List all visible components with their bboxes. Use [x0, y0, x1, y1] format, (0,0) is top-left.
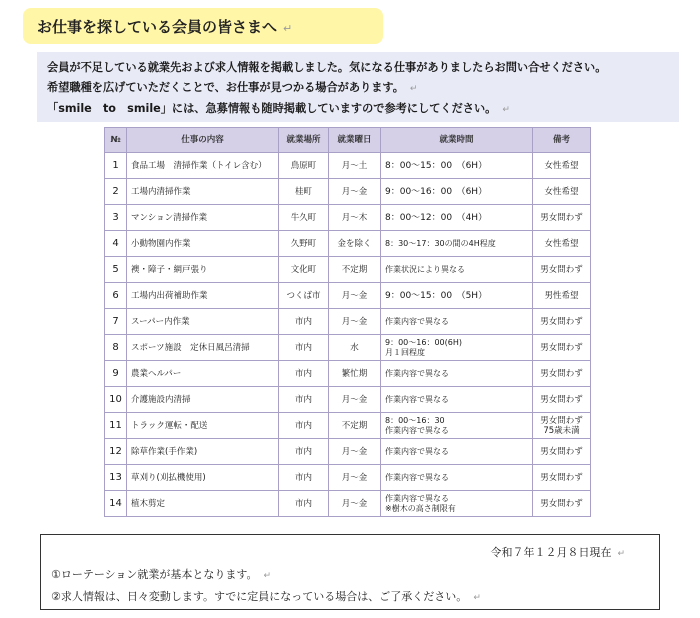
- row-note: 男女問わず: [533, 335, 591, 361]
- row-place: 市内: [279, 439, 329, 465]
- row-job: 植木剪定: [127, 491, 279, 517]
- row-job: 草刈り(刈払機使用): [127, 465, 279, 491]
- row-place: 久野町: [279, 231, 329, 257]
- row-days: 月～金: [329, 491, 381, 517]
- header-place: 就業場所: [279, 128, 329, 153]
- row-job: 小動物園内作業: [127, 231, 279, 257]
- header-job: 仕事の内容: [127, 128, 279, 153]
- table-row: [105, 387, 591, 413]
- table-row: [105, 335, 591, 361]
- table-row: [105, 179, 591, 205]
- row-note: 男女問わず: [533, 205, 591, 231]
- return-mark-icon: ↵: [263, 571, 272, 581]
- row-job: 襖・障子・網戸張り: [127, 257, 279, 283]
- note-rotation: ①ローテーション就業が基本となります。 ↵: [51, 568, 272, 581]
- row-note: 女性希望: [533, 179, 591, 205]
- row-place: 牛久町: [279, 205, 329, 231]
- row-days: 月～金: [329, 283, 381, 309]
- table-header-row: [105, 128, 591, 153]
- row-time: 作業内容で異なる: [381, 439, 533, 465]
- return-mark-icon: ↵: [283, 22, 293, 35]
- row-days: 金を除く: [329, 231, 381, 257]
- page-title: お仕事を探している会員の皆さまへ: [37, 18, 278, 36]
- row-note: 男性希望: [533, 283, 591, 309]
- row-days: 月～土: [329, 153, 381, 179]
- row-time: 作業内容で異なる: [381, 387, 533, 413]
- return-mark-icon: ↵: [473, 593, 481, 603]
- row-place: 市内: [279, 361, 329, 387]
- table-row: [105, 439, 591, 465]
- row-note: 男女問わず: [533, 387, 591, 413]
- row-no: 2: [105, 179, 127, 205]
- row-days: 月～金: [329, 387, 381, 413]
- table-row: [105, 491, 591, 517]
- row-no: 11: [105, 413, 127, 439]
- row-job: 農業ヘルパー: [127, 361, 279, 387]
- row-place: 市内: [279, 491, 329, 517]
- row-note: 男女問わず: [533, 465, 591, 491]
- row-job: スーパー内作業: [127, 309, 279, 335]
- row-time: 作業状況により異なる: [381, 257, 533, 283]
- row-note: 男女問わず: [533, 257, 591, 283]
- intro-line-3: 「smile to smile」には、急募情報も随時掲載していますので参考にしてください。 ↵: [47, 102, 510, 115]
- table-row: [105, 413, 591, 439]
- row-no: 7: [105, 309, 127, 335]
- return-mark-icon: ↵: [617, 549, 625, 559]
- row-days: 月～金: [329, 179, 381, 205]
- header-time: 就業時間: [381, 128, 533, 153]
- row-note: 女性希望: [533, 231, 591, 257]
- row-days: 月～金: [329, 309, 381, 335]
- table-row: [105, 153, 591, 179]
- row-time: 作業内容で異なる: [381, 309, 533, 335]
- header-note: 備考: [533, 128, 591, 153]
- row-place: 市内: [279, 335, 329, 361]
- row-place: 市内: [279, 413, 329, 439]
- row-no: 4: [105, 231, 127, 257]
- table-row: [105, 309, 591, 335]
- header-days: 就業曜日: [329, 128, 381, 153]
- table-row: [105, 465, 591, 491]
- row-place: 鳥原町: [279, 153, 329, 179]
- row-days: 月～木: [329, 205, 381, 231]
- row-time: 8：00～16：30 作業内容で異なる: [381, 413, 533, 439]
- table-row: [105, 231, 591, 257]
- note-availability: ②求人情報は、日々変動します。すでに定員になっている場合は、ご了承ください。 ↵: [51, 590, 481, 603]
- table-row: [105, 361, 591, 387]
- row-time: 作業内容で異なる ※樹木の高さ制限有: [381, 491, 533, 517]
- row-place: 桂町: [279, 179, 329, 205]
- header-no: №: [105, 128, 127, 153]
- table-row: [105, 205, 591, 231]
- return-mark-icon: ↵: [502, 105, 510, 115]
- page-title-banner: [23, 8, 383, 44]
- row-no: 5: [105, 257, 127, 283]
- row-job: 工場内出荷補助作業: [127, 283, 279, 309]
- row-no: 3: [105, 205, 127, 231]
- row-no: 6: [105, 283, 127, 309]
- row-note: 男女問わず 75歳未満: [533, 413, 591, 439]
- row-days: 月～金: [329, 465, 381, 491]
- table-row: [105, 257, 591, 283]
- intro-box: [37, 52, 679, 122]
- intro-line-2: 希望職種を広げていただくことで、お仕事が見つかる場合があります。 ↵: [47, 81, 418, 94]
- row-days: 月～金: [329, 439, 381, 465]
- row-job: 介護施設内清掃: [127, 387, 279, 413]
- row-days: 不定期: [329, 413, 381, 439]
- row-note: 男女問わず: [533, 361, 591, 387]
- notes-box: [40, 534, 660, 610]
- row-days: 不定期: [329, 257, 381, 283]
- row-no: 9: [105, 361, 127, 387]
- row-place: つくば市: [279, 283, 329, 309]
- table-row: [105, 283, 591, 309]
- row-job: トラック運転・配送: [127, 413, 279, 439]
- row-note: 女性希望: [533, 153, 591, 179]
- row-time: 作業内容で異なる: [381, 361, 533, 387]
- row-no: 13: [105, 465, 127, 491]
- row-no: 14: [105, 491, 127, 517]
- row-place: 市内: [279, 309, 329, 335]
- row-place: 市内: [279, 387, 329, 413]
- row-time: 作業内容で異なる: [381, 465, 533, 491]
- row-job: 食品工場 清掃作業（トイレ含む）: [127, 153, 279, 179]
- row-time: 8：00～12：00 （4H）: [381, 205, 533, 231]
- row-place: 文化町: [279, 257, 329, 283]
- row-time: 8：30～17：30の間の4H程度: [381, 231, 533, 257]
- row-place: 市内: [279, 465, 329, 491]
- row-no: 12: [105, 439, 127, 465]
- row-time: 8：00～15：00 （6H）: [381, 153, 533, 179]
- row-job: スポーツ施設 定休日風呂清掃: [127, 335, 279, 361]
- as-of-date: 令和７年１２月８日現在 ↵: [490, 546, 625, 559]
- intro-line-1: 会員が不足している就業先および求人情報を掲載しました。気になる仕事がありましたらお問い合せください。: [47, 61, 607, 74]
- row-no: 8: [105, 335, 127, 361]
- row-job: 工場内清掃作業: [127, 179, 279, 205]
- row-no: 10: [105, 387, 127, 413]
- row-time: 9：00～16：00 （6H）: [381, 179, 533, 205]
- row-note: 男女問わず: [533, 439, 591, 465]
- row-time: 9：00～15：00 （5H）: [381, 283, 533, 309]
- row-job: マンション清掃作業: [127, 205, 279, 231]
- job-table: [104, 127, 591, 517]
- row-note: 男女問わず: [533, 491, 591, 517]
- row-time: 9：00～16：00(6H) 月１回程度: [381, 335, 533, 361]
- return-mark-icon: ↵: [409, 84, 418, 94]
- row-days: 水: [329, 335, 381, 361]
- row-days: 繁忙期: [329, 361, 381, 387]
- row-no: 1: [105, 153, 127, 179]
- row-note: 男女問わず: [533, 309, 591, 335]
- row-job: 除草作業(手作業): [127, 439, 279, 465]
